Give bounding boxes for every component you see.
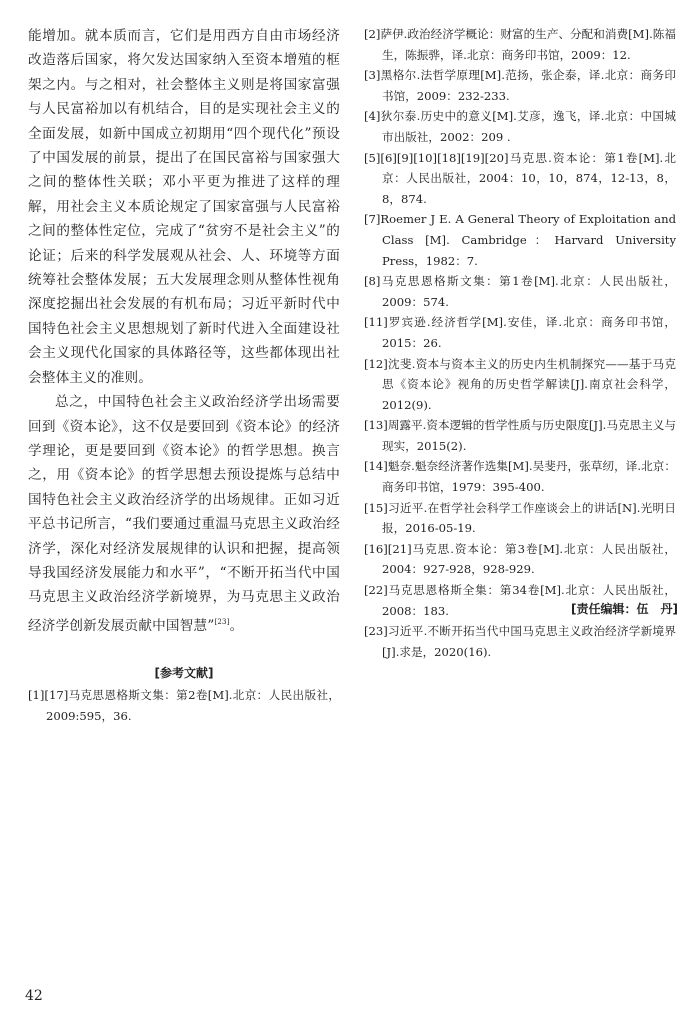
paragraph-2-end: 。 bbox=[229, 617, 244, 634]
reference-item: [7]Roemer J E. A General Theory of Exploitation and Class [M]. Cambridge：Harvard University Press，1982：7. bbox=[364, 212, 676, 268]
reference-item: [11]罗宾逊.经济哲学[M].安佳，译.北京：商务印书馆，2015：26. bbox=[364, 315, 676, 350]
reference-item: [16][21]马克思.资本论：第3卷[M].北京：人民出版社，2004：927-928，928-929. bbox=[364, 541, 676, 577]
reference-item: [5][6][9][10][18][19][20]马克思.资本论：第1卷[M].北京：人民出版社，2004：10，10，874，12-13，8，8，874. bbox=[364, 150, 676, 206]
reference-item: [12]沈斐.资本与资本主义的历史内生机制探究——基于马克思《资本论》视角的历史哲学解读[J].南京社会科学，2012(9). bbox=[364, 356, 676, 412]
reference-item: [8]马克思恩格斯文集：第1卷[M].北京：人民出版社，2009：574. bbox=[364, 274, 676, 309]
references-heading: [参考文献] bbox=[154, 666, 214, 681]
reference-item: [4]狄尔泰.历史中的意义[M].艾彦，逸飞，译.北京：中国城市出版社，2002：209 . bbox=[364, 109, 676, 144]
reference-item: [15]习近平.在哲学社会科学工作座谈会上的讲话[N].光明日报，2016-05-19. bbox=[364, 500, 676, 536]
reference-item: [1][17]马克思恩格斯文集：第2卷[M].北京：人民出版社，2009:595，36. bbox=[28, 688, 340, 723]
body-paragraph-2 bbox=[28, 390, 340, 638]
page-number: 42 bbox=[25, 988, 43, 1004]
citation-marker: [23] bbox=[214, 617, 230, 626]
body-paragraph-1: 能增加。就本质而言，它们是用西方自由市场经济改造落后国家，将欠发达国家纳入至资本增殖的框架之内。与之相对，社会整体主义则是将国家富强与人民富裕加以有机结合，目的是实现社会主义的全面发展，如新中国成立初期用“四个现代化”预设了中国发展的前景，提出了在国民富裕与国家强大之间的整体性关联；邓小平更为推进了这样的理解，用社会主义本质论规定了国家富强与人民富裕之间的整体性定位，完成了“贫穷不是社会主义”的论证；后来的科学发展观从社会、人、环境等方面统筹社会整体发展；五大发展理念则从整体性视角深度挖掘出社会发展的有机布局；习近平新时代中国特色社会主义思想规划了新时代进入全面建设社会主义现代化国家的具体路径等，这些都体现出社会整体主义的准则。 bbox=[28, 28, 340, 386]
reference-item: [14]魁奈.魁奈经济著作选集[M].吴斐丹，张草纫，译.北京：商务印书馆，1979：395-400. bbox=[364, 459, 676, 495]
paragraph-2-text: 总之，中国特色社会主义政治经济学出场需要回到《资本论》，这不仅是要回到《资本论》的经济学理论，更是要回到《资本论》的哲学思想。换言之，用《资本论》的哲学思想去预设提炼与总结中国特色社会主义政治经济学的出场规律。正如习近平总书记所言，“我们要通过重温马克思主义政治经济学，深化对经济发展规律的认识和把握，提高领导我国经济发展能力和水平”，“不断开拓当代中国马克思主义政治经济学新境界，为马克思主义政治经济学创新发展贡献中国智慧” bbox=[28, 394, 340, 634]
reference-item: [22]马克思恩格斯全集：第34卷[M].北京：人民出版社，2008：183. bbox=[364, 583, 676, 618]
reference-item: [23]习近平.不断开拓当代中国马克思主义政治经济学新境界[J].求是，2020(16). bbox=[364, 624, 676, 659]
reference-item: [13]周露平.资本逻辑的哲学性质与历史限度[J].马克思主义与现实，2015(2). bbox=[364, 418, 676, 453]
left-column bbox=[28, 24, 340, 726]
reference-item: [3]黑格尔.法哲学原理[M].范扬，张企泰，译.北京：商务印书馆，2009：232-233. bbox=[364, 68, 676, 103]
reference-item: [2]萨伊.政治经济学概论：财富的生产、分配和消费[M].陈福生，陈振骅，译.北京：商务印书馆，2009：12. bbox=[364, 27, 676, 62]
right-column bbox=[364, 24, 676, 662]
responsible-editor: [责任编辑：伍 丹] bbox=[571, 602, 678, 616]
